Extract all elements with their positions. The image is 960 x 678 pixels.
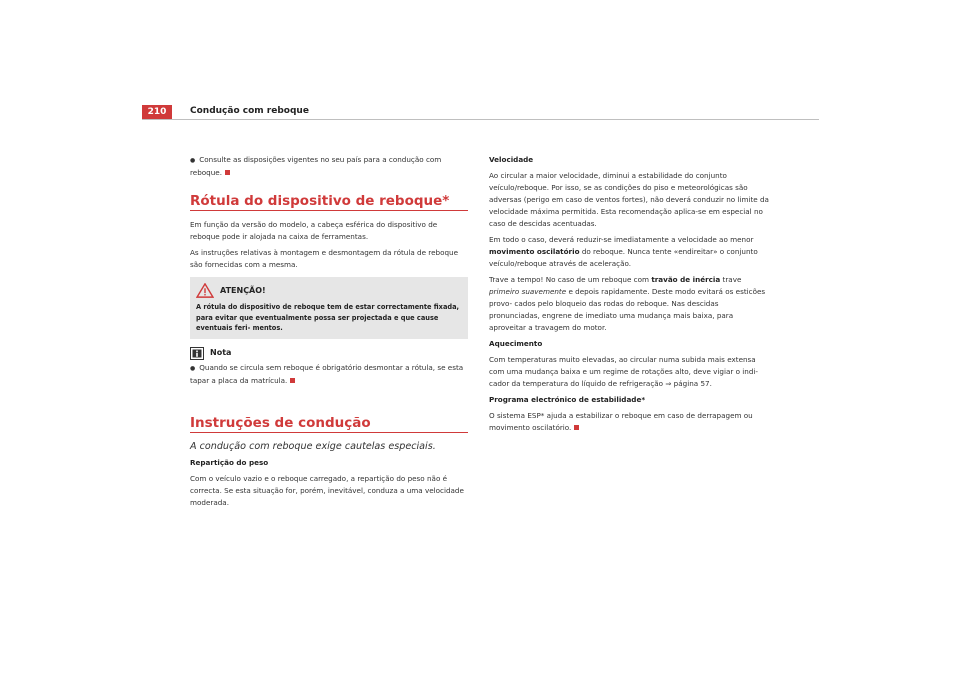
subheading-speed: Velocidade [489,155,534,164]
warning-header [196,283,462,298]
paragraph: Em todo o caso, deverá reduzir-se imediatamente a velocidade ao menor movimento oscilatório do reboque. Nunca tente «endireitar» o conjunto veículo/reboque através de aceleração. [489,235,758,268]
intro-bullet: ● Consulte as disposições vigentes no seu país para a condução com reboque. [190,154,468,179]
paragraph: Trave a tempo! No caso de um reboque com travão de inércia trave primeiro suavemente e depois rapidamente. Deste modo evitará os esticões provo- cados pelo bloqueio das rodas do reboque. Nas descidas pronunciadas, engrene de imediato uma mudança mais baixa, para aproveitar a travagem do motor. [489,275,766,332]
paragraph: Em função da versão do modelo, a cabeça esférica do dispositivo de reboque pode ir alojada na caixa de ferramentas. [190,220,438,241]
bullet-icon [190,363,199,372]
page-header-title: Condução com reboque [190,106,309,116]
warning-title: ATENÇÃO! [220,285,266,295]
note-header [190,347,468,360]
warning-triangle-icon [196,283,214,298]
section-heading-towball: Rótula do dispositivo de reboque* [190,195,468,211]
paragraph: Ao circular a maior velocidade, diminui a estabilidade do conjunto veículo/reboque. Por isso, se as condições do piso e meteorológicas são adversas (perigo em caso de ventos fortes), não deverá conduzir no limite da velocidade máxima permitida. Esta recomendação aplica-se em especial no caso de descidas acentuadas. [489,171,769,228]
left-column [190,154,468,513]
warning-box [190,277,468,339]
subheading-esp: Programa electrónico de estabilidade* [489,395,646,404]
note-bullet: ● Quando se circula sem reboque é obrigatório desmontar a rótula, se esta tapar a placa da matrícula. [190,362,468,387]
bullet-icon [190,155,199,164]
end-mark-icon [290,378,295,383]
note-icon [190,347,204,360]
right-column [489,154,769,438]
paragraph: Com temperaturas muito elevadas, ao circular numa subida mais extensa com uma mudança baixa e um regime de rotações alto, deve vigiar o indi- cador da temperatura do líquido de refrigeração ⇒ página 57. [489,355,759,388]
page-number: 210 [142,105,172,119]
warning-text: A rótula do dispositivo de reboque tem de estar correctamente fixada, para evitar que eventualmente possa ser projectada e que cause eventuais feri- mentos. [196,303,460,332]
subheading-heating: Aquecimento [489,339,543,348]
end-mark-icon [225,170,230,175]
header-divider [142,119,819,120]
paragraph: As instruções relativas à montagem e desmontagem da rótula de reboque são fornecidas com a mesma. [190,248,459,269]
subheading-weight: Repartição do peso [190,457,269,467]
paragraph-esp: O sistema ESP* ajuda a estabilizar o reboque em caso de derrapagem ou movimento oscilatório. [489,411,753,432]
note-title: Nota [210,348,232,357]
section-heading-driving: Instruções de condução [190,417,468,433]
paragraph: Com o veículo vazio e o reboque carregado, a repartição do peso não é correcta. Se esta situação for, porém, inevitável, conduza a uma velocidade moderada. [190,473,464,507]
section-lead: A condução com reboque exige cautelas especiais. [190,440,436,452]
end-mark-icon [574,425,579,430]
